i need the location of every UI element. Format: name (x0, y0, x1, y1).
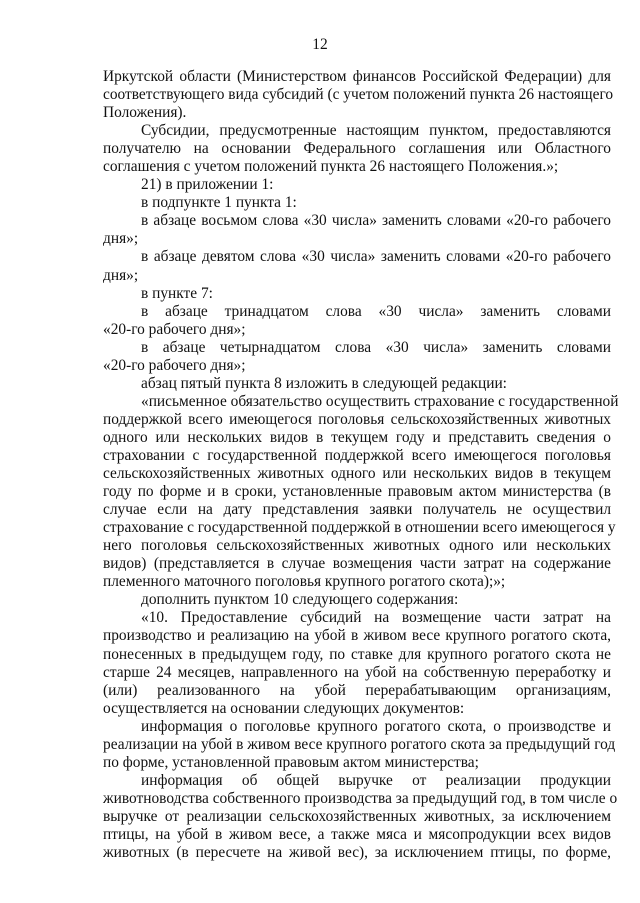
text-line: дня»; (103, 230, 139, 248)
text-line: в абзаце восьмом слова «30 числа» заменить словами «20-го рабочего (141, 212, 611, 230)
text-line: реализации на убой в живом весе крупного рогатого скота за предыдущий год (103, 735, 616, 753)
text-line: страхование с государственной поддержкой в отношении всего имеющегося у (103, 519, 616, 537)
text-line: в пункте 7: (141, 284, 213, 302)
text-line: «письменное обязательство осуществить страхование с государственной (141, 392, 619, 410)
text-line: в подпункте 1 пункта 1: (141, 194, 297, 212)
text-line: информация о поголовье крупного рогатого скота, о производстве и (141, 717, 611, 735)
text-line: случае если на дату представления заявки получатель не осуществил (103, 501, 611, 519)
text-line: дополнить пунктом 10 следующего содержания: (141, 591, 459, 609)
text-line: Положения). (103, 104, 187, 122)
text-line: «10. Предоставление субсидий на возмещение части затрат на (141, 609, 611, 627)
text-line: по форме, установленной правовым актом министерства; (103, 753, 479, 771)
text-line: соответствующего вида субсидий (с учетом положений пункта 26 настоящего (103, 86, 614, 104)
text-line: сельскохозяйственных животных одного или нескольких видов в текущем (103, 465, 611, 483)
page-number: 12 (312, 36, 328, 53)
text-line: абзац пятый пункта 8 изложить в следующей редакции: (141, 374, 507, 392)
text-line: животноводства собственного производства за предыдущий год, в том числе о (103, 789, 618, 807)
text-line: старше 24 месяцев, направленного на убой на собственную переработку и (103, 663, 611, 681)
text-line: видов) (представляется в случае возмещения части затрат на содержание (103, 555, 611, 573)
text-line: «20-го рабочего дня»; (103, 356, 246, 374)
text-line: птицы, на убой в живом весе, а также мяса и мясопродукции всех видов (103, 825, 611, 843)
text-line: 21) в приложении 1: (141, 176, 274, 194)
text-line: осуществляется на основании следующих документов: (103, 699, 465, 717)
text-line: Субсидии, предусмотренные настоящим пунктом, предоставляются (141, 122, 611, 140)
text-line: производство и реализацию на убой в живом весе крупного рогатого скота, (103, 627, 611, 645)
text-line: племенного маточного поголовья крупного рогатого скота);»; (103, 573, 506, 591)
text-line: страховании с государственной поддержкой всего имеющегося поголовья (103, 446, 611, 464)
text-line: Иркутской области (Министерством финансов Российской Федерации) для (103, 68, 611, 85)
text-line: него поголовья сельскохозяйственных животных одного или нескольких (103, 537, 611, 555)
text-line: поддержкой всего имеющегося поголовья сельскохозяйственных животных (103, 410, 611, 428)
text-line: информация об общей выручке от реализации продукции (141, 771, 611, 789)
text-line: году по форме и в сроки, установленные правовым актом министерства (в (103, 483, 611, 501)
text-line: «20-го рабочего дня»; (103, 320, 246, 338)
text-line: в абзаце девятом слова «30 числа» заменить словами «20-го рабочего (141, 248, 611, 266)
text-line: животных (в пересчете на живой вес), за исключением птицы, по форме, (103, 844, 611, 862)
text-line: понесенных в предыдущем году, по ставке для крупного рогатого скота не (103, 645, 611, 663)
text-line: в абзаце тринадцатом слова «30 числа» заменить словами (141, 302, 611, 320)
text-line: соглашения с учетом положений пункта 26 настоящего Положения.»; (103, 158, 559, 176)
text-line: получателю на основании Федерального соглашения или Областного (103, 140, 611, 158)
text-line: дня»; (103, 266, 139, 284)
document-text (103, 68, 619, 862)
text-line: в абзаце четырнадцатом слова «30 числа» заменить словами (141, 338, 611, 356)
text-line: одного или нескольких видов в текущем году и представить сведения о (103, 428, 611, 446)
text-line: выручке от реализации сельскохозяйственных животных, за исключением (103, 807, 611, 825)
text-line: (или) реализованного на убой перерабатывающим организациям, (103, 681, 611, 699)
